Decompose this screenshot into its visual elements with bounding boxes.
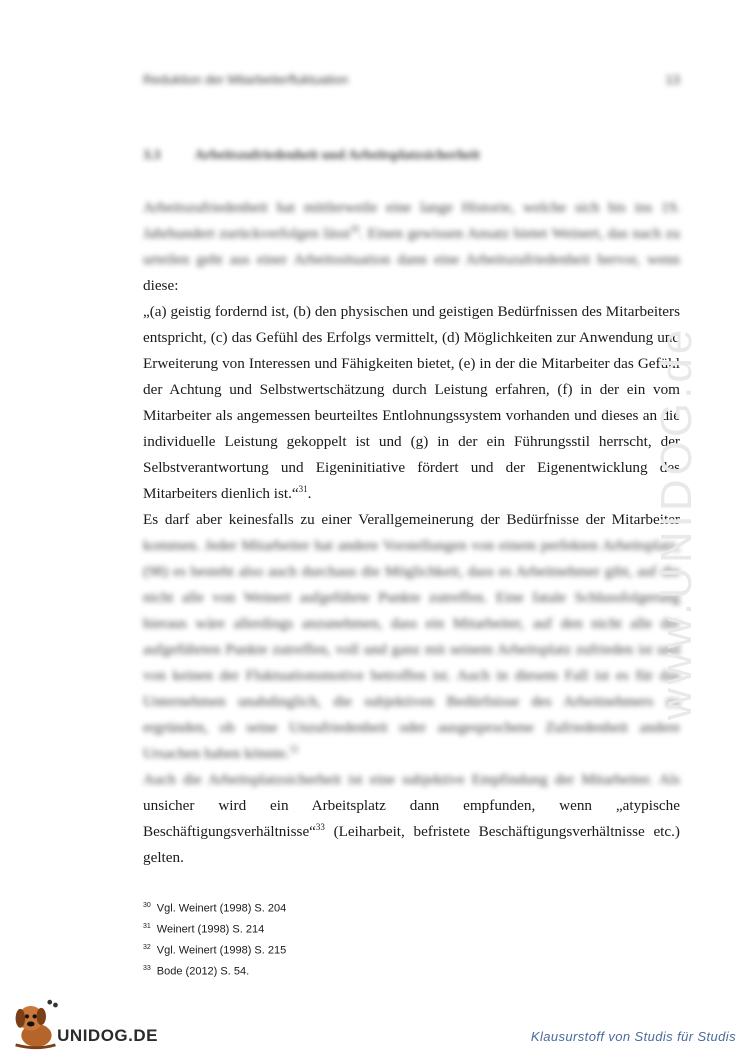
footnote-number: 32 [143, 944, 151, 952]
blurred-text: kommen. Jeder Mitarbeiter hat andere Vorstellungen von einem perfekten Arbeitsplatz, (98) es besteht also auch durchaus die Möglichkeit, dass es Arbeitnehmer gibt, auf die nicht alle von Weinert aufgeführte Punkte zutreffen. Eine fatale Schlussfolgerung hieraus wäre allerdings anzunehmen, dass ein Mitarbeiter, auf den nicht alle der aufgeführten Punkte zutreffen, voll und ganz mit seinem Arbeitsplatz zufrieden ist und von keinen der Fluktuationsmotive betroffen ist. Auch in diesem Fall ist es für das Unternehmen unabdinglich, die subjektiven Bedürfnisse des Arbeitnehmers zu ergründen, ob seine Unzufriedenheit oder ausgesprochene Zufriedenheit andere Ursachen haben könnte. [143, 537, 680, 762]
paragraph-2 [143, 507, 680, 767]
footnote-number: 33 [143, 965, 151, 973]
body-text [143, 195, 680, 871]
paragraph-3 [143, 767, 680, 871]
dog-mascot-icon [8, 996, 61, 1052]
footnote [143, 960, 286, 981]
section-number: 3.3 [143, 148, 161, 163]
unidog-logo[interactable] [8, 996, 158, 1052]
footnote-ref-30: 30 [350, 223, 360, 234]
paragraph-3-visible: unsicher wird ein Arbeitsplatz dann empfunden, wenn „atypische Beschäftigungsverhältnisse“ [143, 797, 680, 840]
running-header [143, 72, 680, 87]
footnotes [143, 897, 286, 982]
footnote-number: 31 [143, 923, 151, 931]
logo-text: UNIDOG.DE [57, 1026, 158, 1045]
paragraph-1-visible: diese: [143, 277, 179, 294]
section-heading [143, 148, 480, 164]
blurred-text: Auch die Arbeitsplatzsicherheit ist eine subjektive Empfindung der Mitarbeiter. Als [143, 771, 680, 788]
footnote-text: Vgl. Weinert (1998) S. 204 [156, 902, 287, 915]
tagline: Klausurstoff von Studis für Studis [530, 1029, 736, 1044]
watermark: www.UNIDOG.de [652, 325, 701, 720]
footnote-number: 30 [143, 902, 151, 909]
paragraph-1 [143, 195, 680, 299]
weinert-quote: „(a) geistig fordernd ist, (b) den physischen und geistigen Bedürfnissen des Mitarbeiters entspricht, (c) das Gefühl des Erfolgs vermittelt, (d) Möglichkeiten zur Anwendung und Erweiterung von Interessen und Fähigkeiten bietet, (e) in der die Mitarbeiter das Gefühl der Achtung und Selbstwertschätzung durch Leistung erfahren, (f) in der ein vom Mitarbeiter als angemessen beurteiltes Entlohnungssystem vorhanden und dieses an die individuelle Leistung gekoppelt ist und (g) in der ein Führungsstil herrscht, der Selbstverantwortung und Eigeninitiative fördert und der Eigenentwicklung des Mitarbeiters dienlich ist.“ [143, 303, 680, 502]
section-title: Arbeitszufriedenheit und Arbeitsplatzsicherheit [194, 148, 480, 163]
blurred-text: Arbeitszufriedenheit hat mittlerweile eine lange Historie, welche sich bis ins 19. Jahrhundert zurückverfolgen lässt [143, 199, 680, 242]
footnote-text: Weinert (1998) S. 214 [156, 923, 265, 936]
paragraph-3-end: (Leiharbeit, befristete Beschäftigungsverhältnisse etc.) gelten. [143, 823, 680, 866]
header-title: Reduktion der Mitarbeiterfluktuation [143, 72, 349, 87]
paragraph-2-visible: Es darf aber keinesfalls zu einer Verallgemeinerung der Bedürfnisse der Mitarbeiter [143, 511, 680, 528]
quote-paragraph: „(a) geistig fordernd ist, (b) den physischen und geistigen Bedürfnissen des Mitarbeiters entspricht, (c) das Gefühl des Erfolgs vermittelt, (d) Möglichkeiten zur Anwendung und Erweiterung von Interessen und Fähigkeiten bietet, (e) in der die Mitarbeiter das Gefühl der Achtung und Selbstwertschätzung durch Leistung erfahren, (f) in der ein vom Mitarbeiter als angemessen beurteiltes Entlohnungssystem vorhanden und dieses an die individuelle Leistung gekoppelt ist und (g) in der ein Führungsstil herrscht, der Selbstverantwortung und Eigeninitiative fördert und der Eigenentwicklung des Mitarbeiters dienlich ist.“$^{31}$. [143, 303, 680, 502]
footnote-text: Bode (2012) S. 54. [156, 966, 250, 979]
footnote [143, 897, 286, 918]
footnote-ref-31: 31 [298, 483, 308, 494]
footnote [143, 939, 286, 960]
blurred-text: . Einen gewissen Ansatz bietet Weinert, das nach zu urteilen geht aus einer Arbeitssituation dann eine Arbeitszufriedenheit hervor, wenn [143, 225, 680, 268]
footnote-ref-33: 33 [315, 821, 325, 832]
page-number: 13 [665, 72, 680, 87]
footnote-ref-32: 32 [289, 743, 299, 754]
footnote [143, 918, 286, 939]
footnote-text: Vgl. Weinert (1998) S. 215 [156, 944, 287, 957]
